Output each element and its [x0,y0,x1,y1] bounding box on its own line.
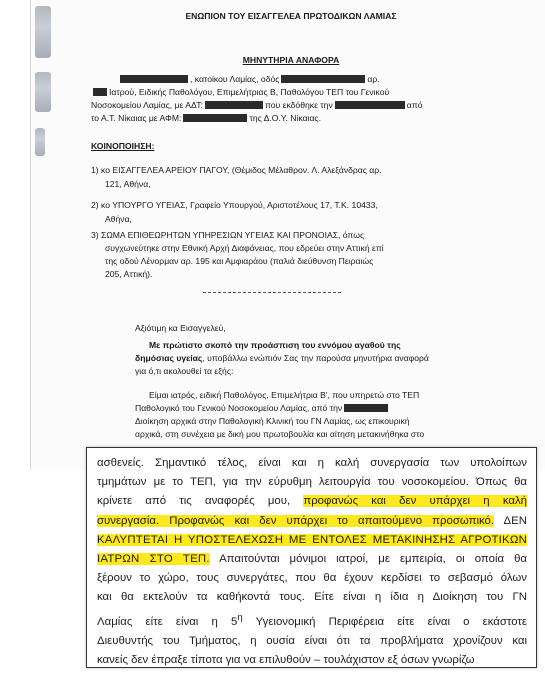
binding-stamp [35,128,45,156]
separator-line [203,292,341,293]
salutation: Αξιότιμη κα Εισαγγελεύ, [135,323,226,333]
complainant-line-3: Νοσοκομείου Λαμίας, με ΑΔΤ: που εκδόθηκε την από [91,100,423,110]
paragraph-1-line-1: Με πρώτιστο σκοπό την προάσπιση του εννόμου αγαθού της [149,340,401,350]
notification-item: 205, Αττική). [105,269,153,279]
excerpt-line: κανείς δεν έπραξε τίποτα για να επιλυθούν – τουλάχιστον εξ όσων γνωρίζω [97,653,475,666]
highlighted-text: ΚΑΛΥΠΤΕΤΑΙ Η ΥΠΟΣΤΕΛΕΧΩΣΗ ΜΕ ΕΝΤΟΛΕΣ ΜΕΤΑΚΙΝΗΣΗΣ ΑΓΡΟΤΙΚΩΝ [97,533,527,546]
redaction-tax-id [183,114,247,122]
paragraph-2-line-1: Είμαι ιατρός, ειδική Παθολόγος, Επιμελήτρια Β', που υπηρετώ στο ΤΕΠ [149,390,420,400]
excerpt-line: Διευθυντής του Τμήματος, η ουσία είναι ότι τα προβλήματα χρονίζουν και [97,634,527,647]
redaction-number [93,88,107,96]
excerpt-line: και θα εκτελούν τα καθήκοντά τους. Είτε είναι η ίδια η Διοίκηση του ΓΝ [97,591,527,604]
redaction-name [120,75,188,83]
redaction-date [335,101,405,109]
redaction-street [281,75,365,83]
excerpt-line: κρίνετε από τις αναφορές μου, προφανώς και δεν υπάρχει η καλή [97,495,527,508]
redaction-id [205,101,263,109]
notification-item: Αθήνα, [105,214,132,224]
highlighted-text: προφανώς και δεν υπάρχει η καλή [303,495,527,508]
paragraph-1-line-3: για ό,τι ακολουθεί τα εξής: [135,366,234,376]
paragraph-1-line-2: δημόσιας υγείας, υποβάλλω ενώπιόν Σας την παρούσα μηνυτήρια αναφορά [135,353,429,363]
document-title: ΜΗΝΥΤΗΡΙΑ ΑΝΑΦΟΡΑ [242,55,340,65]
notification-heading: ΚΟΙΝΟΠΟΙΗΣΗ: [91,141,155,151]
notification-item: της οδού Λένορμαν αρ. 195 και Αμφιαράου (παλιά διεύθυνση Πειραιώς [105,256,374,266]
paragraph-2-line-3: Διοίκηση αρχικά στην Παθολογική Κλινική του ΓΝ Λαμίας, ως επικουρική [135,416,410,426]
complainant-line-4: το Α.Τ. Νίκαιας με ΑΦΜ: της Δ.Ο.Υ. Νίκαιας. [91,113,321,123]
complainant-line-2: Ιατρού, Ειδικής Παθολόγου, Επιμελήτριας Β, Παθολόγου ΤΕΠ του Γενικού [91,86,389,99]
notification-item: 121, Αθήνα, [105,179,151,189]
zoomed-excerpt-panel [86,447,537,668]
redaction-date [344,404,388,412]
notification-item: 3) ΣΩΜΑ ΕΠΙΘΕΩΡΗΤΩΝ ΥΠΗΡΕΣΙΩΝ ΥΓΕΙΑΣ ΚΑΙ ΠΡΟΝΟΙΑΣ, όπως [91,230,365,240]
addressee-heading: ΕΝΩΠΙΟΝ ΤΟΥ ΕΙΣΑΓΓΕΛΕΑ ΠΡΩΤΟΔΙΚΩΝ ΛΑΜΙΑΣ [185,11,397,21]
excerpt-line: συνεργασία. Προφανώς και δεν υπάρχει το απαιτούμενο προσωπικό. ΔΕΝ [97,514,527,527]
notification-item: 2) κο ΥΠΟΥΡΓΟ ΥΓΕΙΑΣ, Γραφείο Υπουργού, Αριστοτέλους 17, Τ.Κ. 10433, [91,200,378,210]
excerpt-line: Λαμίας είτε είναι η $5^\eta$ Υγειονομική Περιφέρεια είτε είναι ο εκάστοτε [97,611,527,628]
binding-stamp [35,72,51,112]
excerpt-line: ΙΑΤΡΩΝ ΣΤΟ ΤΕΠ. Απαιτούνται μόνιμοι ιατροί, με εμπειρία, οι οποία θα [97,553,527,566]
excerpt-line: ασθενείς. Σημαντικό τέλος, είναι και η καλή συνεργασία των υπολοίπων [97,457,527,469]
excerpt-line: τμημάτων με το ΤΕΠ, για την εύρυθμη λειτουργία του νοσοκομείου. Όπως θα [97,476,527,489]
notification-item: συγχωνεύτηκε στην Εθνική Αρχή Διαφάνειας, που εδρεύει στην Αττική επί [105,243,384,253]
highlighted-text: συνεργασία. Προφανώς και δεν υπάρχει το απαιτούμενο προσωπικό. [97,514,495,527]
superscript: η [237,611,243,623]
scanned-document-page [30,0,545,470]
paragraph-2-line-2: Παθολογικό του Γενικού Νοσοκομείου Λαμίας, από την [135,402,390,415]
highlighted-text: ΙΑΤΡΩΝ ΣΤΟ ΤΕΠ. [97,553,210,566]
notification-item: 1) κο ΕΙΣΑΓΓΕΛΕΑ ΑΡΕΙΟΥ ΠΑΓΟΥ, (Θέμιδος Μέλαθρον. Λ. Αλεξάνδρας αρ. [91,165,382,175]
excerpt-line: ξέρουν το χώρο, τους συνεργάτες, που θα έχουν κερδίσει το σεβασμό όλων [97,572,527,585]
excerpt-line [97,531,527,550]
complainant-line-1: , κατοίκου Λαμίας, οδός αρ. [118,73,380,86]
paragraph-2-line-4: αρχικά, στη συνέχεια με δική μου πρωτοβουλία και αίτηση μετακινήθηκα στο [135,429,425,439]
